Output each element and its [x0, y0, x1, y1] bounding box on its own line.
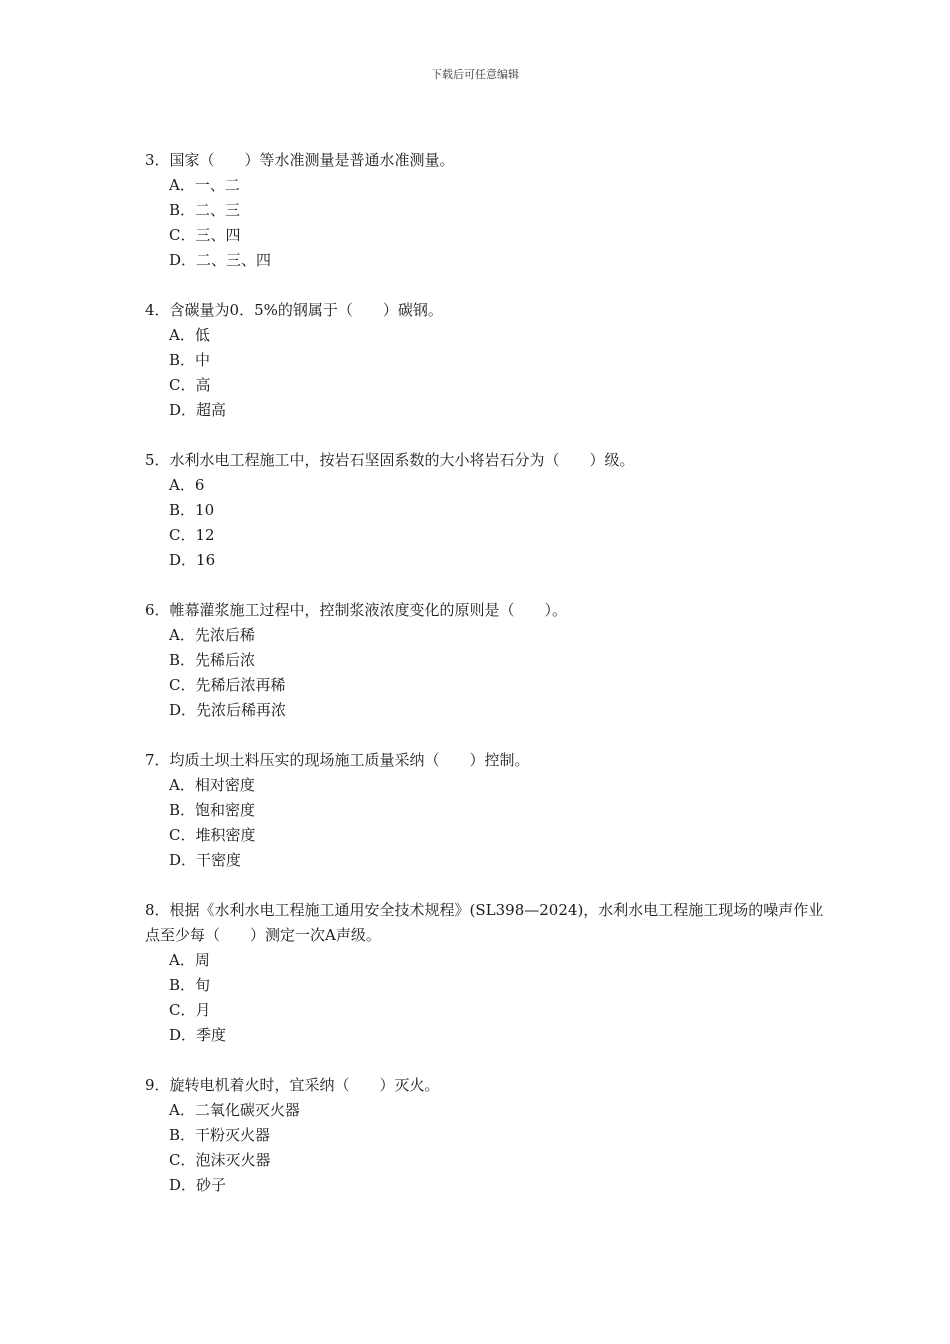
option-a: A．低 [169, 326, 210, 344]
option-d: D．砂子 [169, 1176, 227, 1194]
question-stem: 7．均质土坝土料压实的现场施工质量采纳（ ）控制。 [145, 751, 530, 769]
question-stem: 4．含碳量为0．5%的钢属于（ ）碳钢。 [145, 301, 443, 319]
option-c: C．高 [169, 376, 211, 394]
question-6 [145, 598, 825, 723]
option-a: A．相对密度 [169, 776, 255, 794]
option-d: D．二、三、四 [169, 251, 272, 269]
question-list [145, 148, 825, 1223]
option-c: C．三、四 [169, 226, 241, 244]
question-8 [145, 898, 825, 1048]
option-b: B．10 [169, 501, 215, 519]
option-b: B．旬 [169, 976, 211, 994]
question-9 [145, 1073, 825, 1198]
option-b: B．二、三 [169, 201, 241, 219]
option-b: B．先稀后浓 [169, 651, 256, 669]
option-d: D．16 [169, 551, 216, 569]
question-4 [145, 298, 825, 423]
option-a: A．周 [169, 951, 210, 969]
option-a: A．先浓后稀 [169, 626, 255, 644]
option-c: C．泡沫灭火器 [169, 1151, 271, 1169]
option-d: D．干密度 [169, 851, 242, 869]
option-c: C．月 [169, 1001, 211, 1019]
option-b: B．中 [169, 351, 211, 369]
question-stem: 5．水利水电工程施工中，按岩石坚固系数的大小将岩石分为（ ）级。 [145, 451, 635, 469]
option-a: A．二氧化碳灭火器 [169, 1101, 300, 1119]
question-stem: 9．旋转电机着火时，宜采纳（ ）灭火。 [145, 1076, 440, 1094]
question-stem: 6．帷幕灌浆施工过程中，控制浆液浓度变化的原则是（ ）。 [145, 601, 568, 619]
question-stem: 8．根据《水利水电工程施工通用安全技术规程》(SL398—2024)，水利水电工程施工现场的噪声作业点至少每（ ）测定一次A声级。 [145, 901, 824, 944]
question-7 [145, 748, 825, 873]
question-3 [145, 148, 825, 273]
option-d: D．超高 [169, 401, 227, 419]
option-a: A．一、二 [169, 176, 240, 194]
option-a: A．6 [169, 476, 205, 494]
option-b: B．干粉灭火器 [169, 1126, 271, 1144]
question-5 [145, 448, 825, 573]
option-c: C．12 [169, 526, 215, 544]
page-header: 下载后可任意编辑 [431, 68, 519, 81]
option-c: C．堆积密度 [169, 826, 256, 844]
option-c: C．先稀后浓再稀 [169, 676, 286, 694]
option-d: D．季度 [169, 1026, 227, 1044]
option-b: B．饱和密度 [169, 801, 256, 819]
question-stem: 3．国家（ ）等水准测量是普通水准测量。 [145, 151, 455, 169]
option-d: D．先浓后稀再浓 [169, 701, 287, 719]
